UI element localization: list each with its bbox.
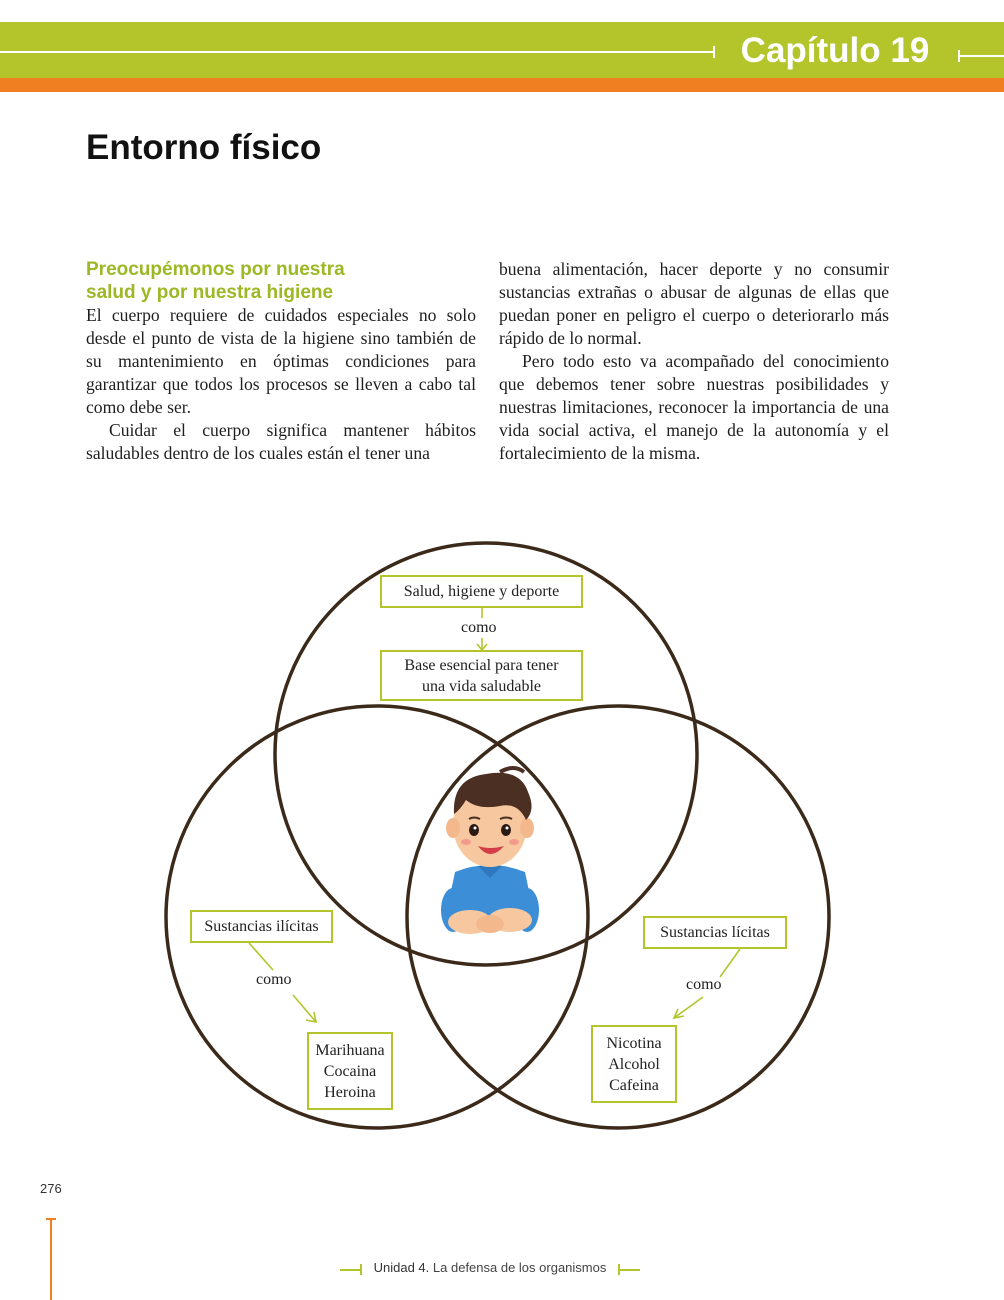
como-label-top: como xyxy=(461,619,497,636)
paragraph-2-end: buena alimentación, hacer deporte y no consumir sustancias extrañas o abusar de algunas de ellas que puedan poner en peligro el cuerpo o deteriorarlo más rápido de lo normal. xyxy=(499,259,889,348)
footer-tick-left xyxy=(360,1264,362,1275)
text-column-left xyxy=(86,258,476,465)
header-rule-left xyxy=(0,51,715,53)
text-column-right xyxy=(499,258,889,465)
page-number: 276 xyxy=(40,1181,62,1196)
paragraph-1: El cuerpo requiere de cuidados especiales no solo desde el punto de vista de la higiene sino también de su mantenimiento en óptimas condiciones para garantizar que todos los procesos se lleven a cabo tal como debe ser. xyxy=(86,305,476,417)
footer-unit-number: Unidad 4. xyxy=(373,1260,430,1275)
box-salud-higiene-deporte xyxy=(380,575,583,608)
side-rule xyxy=(50,1220,52,1300)
list-item: Heroina xyxy=(324,1083,376,1101)
box-base-esencial xyxy=(380,650,583,701)
venn-diagram xyxy=(0,520,1004,1140)
list-item: Cocaina xyxy=(323,1062,377,1080)
como-label-right: como xyxy=(686,976,722,993)
list-item: Cafeina xyxy=(609,1076,659,1094)
box-salud-label: Salud, higiene y deporte xyxy=(403,583,560,600)
header-rule-tick-left xyxy=(713,46,715,58)
header-orange-stripe xyxy=(0,78,1004,92)
list-item: Nicotina xyxy=(606,1034,662,1052)
subheading-line-1: Preocupémonos por nuestra xyxy=(86,259,345,280)
footer-unit-title: La defensa de los organismos xyxy=(432,1260,607,1275)
boy-character-icon xyxy=(441,768,539,934)
page-title: Entorno físico xyxy=(86,128,322,167)
box-base-line-1: Base esencial para tener xyxy=(404,656,559,674)
header-rule-right xyxy=(958,55,1004,57)
list-item: Marihuana xyxy=(315,1041,385,1059)
box-ilicitas-label: Sustancias ilícitas xyxy=(204,918,319,935)
box-base-line-2: una vida saludable xyxy=(421,677,542,695)
paragraph-3: Pero todo esto va acompañado del conocimiento que debemos tener sobre nuestras posibilidades y nuestras limitaciones, reconocer la importancia de una vida social activa, el manejo de la autonomía y el fortalecimiento de la misma. xyxy=(499,351,889,463)
venn-circles xyxy=(0,520,1004,1140)
footer-unit xyxy=(340,1260,640,1278)
paragraph-2-start: Cuidar el cuerpo significa mantener hábitos saludables dentro de los cuales están el tener una xyxy=(86,420,476,463)
chapter-label: Capítulo 19 xyxy=(740,31,930,70)
subheading-line-2: salud y por nuestra higiene xyxy=(86,282,334,303)
box-ilicitas-items xyxy=(307,1032,393,1110)
como-label-left: como xyxy=(256,971,292,988)
header-rule-tick-right xyxy=(958,50,960,62)
list-item: Alcohol xyxy=(608,1055,660,1073)
box-sustancias-licitas xyxy=(643,916,787,949)
footer-rule-right xyxy=(618,1269,640,1271)
section-subheading xyxy=(86,258,476,304)
box-sustancias-ilicitas xyxy=(190,910,333,943)
box-licitas-items xyxy=(591,1025,677,1103)
footer-rule-left xyxy=(340,1269,362,1271)
box-licitas-label: Sustancias lícitas xyxy=(660,924,770,941)
